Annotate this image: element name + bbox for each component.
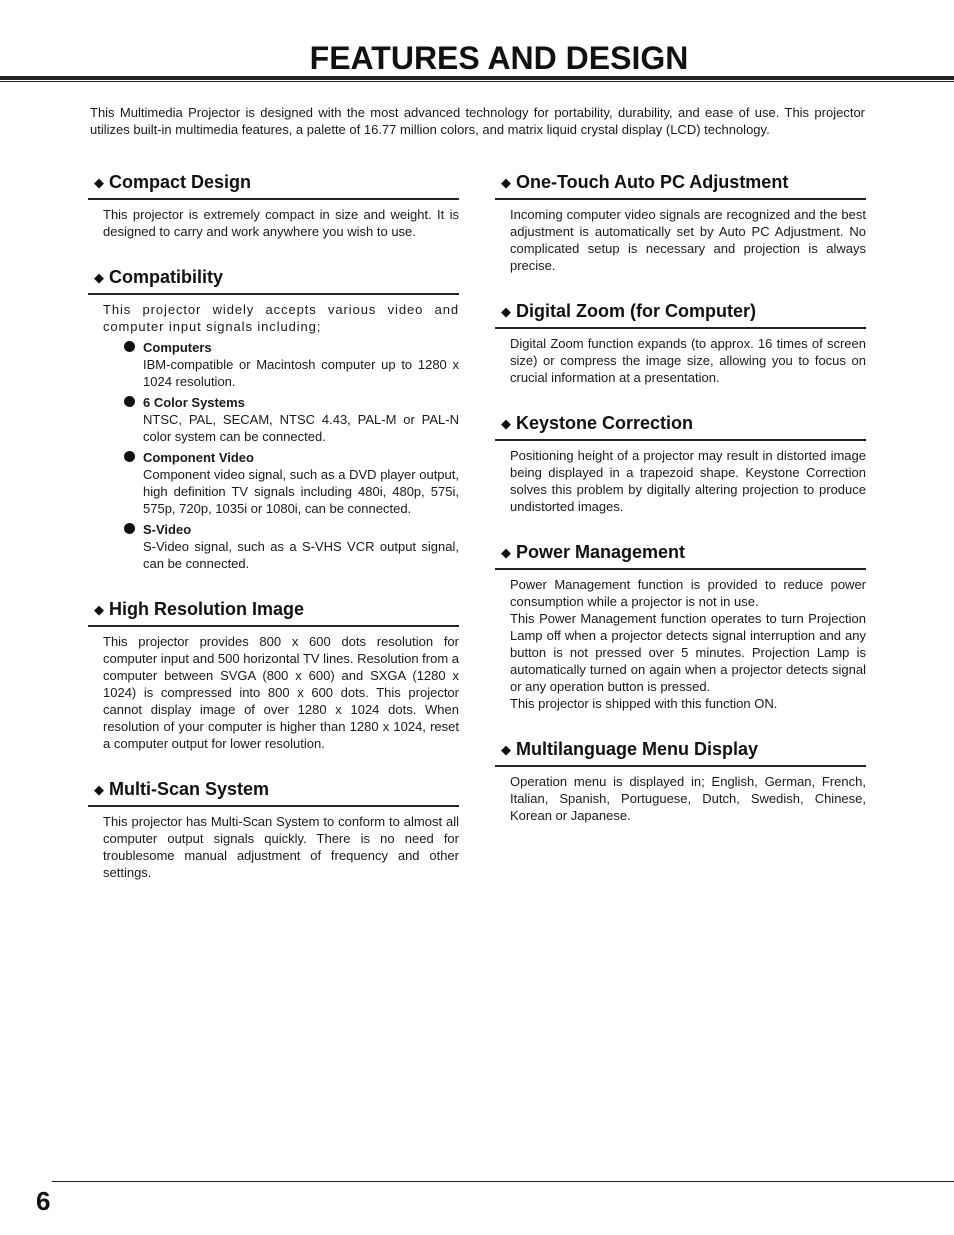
- section-heading-text: One-Touch Auto PC Adjustment: [516, 172, 789, 192]
- section-body: Positioning height of a projector may result in distorted image being displayed in a trapezoid shape. Keystone Correction solves this problem by digitally altering projection to produce undistorted images.: [510, 448, 866, 514]
- section-heading: [495, 413, 866, 441]
- section-body: This Power Management function operates to turn Projection Lamp off when a projector detects signal interruption and any button is not pressed over 5 minutes. Projection Lamp is automatically turned on again when a projector detects signal or any operation button is pressed.: [510, 611, 866, 694]
- list-item: [124, 394, 459, 445]
- section-heading-text: High Resolution Image: [109, 599, 305, 619]
- section-body: Power Management function is provided to reduce power consumption while a projector is not in use.: [510, 577, 866, 609]
- footer-rule: [52, 1181, 954, 1182]
- list-item-title: Computers: [143, 340, 212, 355]
- bullet-icon: [124, 523, 135, 534]
- diamond-icon: ◆: [501, 416, 511, 431]
- section-heading: [88, 599, 459, 627]
- section-heading-text: Keystone Correction: [516, 413, 694, 433]
- list-item-title: Component Video: [143, 450, 254, 465]
- section-heading: [88, 267, 459, 295]
- section-heading-text: Multilanguage Menu Display: [516, 739, 759, 759]
- list-item: [124, 521, 459, 572]
- list-item-text: Component video signal, such as a DVD player output, high definition TV signals including 480i, 480p, 575i, 575p, 720p, 1035i or 1080i, can be connected.: [143, 467, 459, 516]
- diamond-icon: ◆: [501, 175, 511, 190]
- section-high-resolution-image: [88, 599, 459, 752]
- section-body: Operation menu is displayed in; English, German, French, Italian, Spanish, Portuguese, Dutch, Swedish, Chinese, Korean or Japanese.: [510, 774, 866, 823]
- diamond-icon: ◆: [94, 602, 104, 617]
- list-item: [124, 449, 459, 517]
- section-heading: [88, 779, 459, 807]
- section-heading-text: Compatibility: [109, 267, 224, 287]
- section-heading: [495, 172, 866, 200]
- section-body: This projector has Multi-Scan System to conform to almost all computer output signals quickly. There is no need for troublesome manual adjustment of frequency and other settings.: [103, 814, 459, 880]
- list-item: [124, 339, 459, 390]
- section-auto-pc-adjustment: [495, 172, 866, 274]
- section-body: This projector provides 800 x 600 dots resolution for computer input and 500 horizontal TV lines. Resolution from a computer between SVGA (800 x 600) and SXGA (1280 x 1024) is compressed into 800 x 600 dots. This projector cannot display image of over 1280 x 1024 dots. When resolution of your computer is higher than 1280 x 1024, reset a computer output for lower resolution.: [103, 634, 460, 751]
- diamond-icon: ◆: [94, 782, 104, 797]
- section-body: This projector widely accepts various video and computer input signals including;: [103, 302, 459, 334]
- section-heading: [495, 301, 866, 329]
- diamond-icon: ◆: [501, 545, 511, 560]
- bullet-icon: [124, 396, 135, 407]
- list-item-title: S-Video: [143, 522, 192, 537]
- section-heading: [495, 542, 866, 570]
- list-item-text: IBM-compatible or Macintosh computer up to 1280 x 1024 resolution.: [143, 357, 459, 389]
- diamond-icon: ◆: [501, 304, 511, 319]
- list-item-title: 6 Color Systems: [143, 395, 245, 410]
- section-keystone-correction: [495, 413, 866, 515]
- diamond-icon: ◆: [94, 175, 104, 190]
- section-multi-scan-system: [88, 779, 459, 881]
- section-heading-text: Power Management: [516, 542, 686, 562]
- page-number: 6: [36, 1186, 51, 1216]
- section-compact-design: [88, 172, 459, 240]
- section-heading-text: Multi-Scan System: [109, 779, 270, 799]
- intro-paragraph: This Multimedia Projector is designed with the most advanced technology for portability, durability, and ease of use. This projector utilizes built-in multimedia features, a palette of 16.77 million colors, and matrix liquid crystal display (LCD) technology.: [90, 105, 865, 137]
- section-compatibility: [88, 267, 459, 572]
- section-body: Digital Zoom function expands (to approx. 16 times of screen size) or compress the image size, allowing you to focus on crucial information at a presentation.: [510, 336, 866, 385]
- right-column: [495, 172, 866, 851]
- left-column: [88, 172, 459, 908]
- section-multilanguage-menu: [495, 739, 866, 824]
- section-body: Incoming computer video signals are recognized and the best adjustment is automatically set by Auto PC Adjustment. No complicated setup is necessary and projection is always precise.: [510, 207, 866, 273]
- section-heading-text: Compact Design: [109, 172, 252, 192]
- section-body: This projector is shipped with this function ON.: [510, 696, 778, 711]
- title-rule-thin: [0, 81, 954, 82]
- diamond-icon: ◆: [94, 270, 104, 285]
- section-heading-text: Digital Zoom (for Computer): [516, 301, 756, 321]
- bullet-icon: [124, 341, 135, 352]
- page-title: FEATURES AND DESIGN: [309, 40, 689, 76]
- bullet-icon: [124, 451, 135, 462]
- list-item-text: NTSC, PAL, SECAM, NTSC 4.43, PAL-M or PAL-N color system can be connected.: [143, 412, 459, 444]
- diamond-icon: ◆: [501, 742, 511, 757]
- list-item-text: S-Video signal, such as a S-VHS VCR output signal, can be connected.: [143, 539, 459, 571]
- section-heading: [88, 172, 459, 200]
- title-rule: [0, 76, 954, 80]
- section-power-management: [495, 542, 866, 712]
- signal-list: [88, 339, 459, 572]
- section-heading: [495, 739, 866, 767]
- section-body: This projector is extremely compact in size and weight. It is designed to carry and work anywhere you wish to use.: [103, 207, 459, 239]
- section-digital-zoom: [495, 301, 866, 386]
